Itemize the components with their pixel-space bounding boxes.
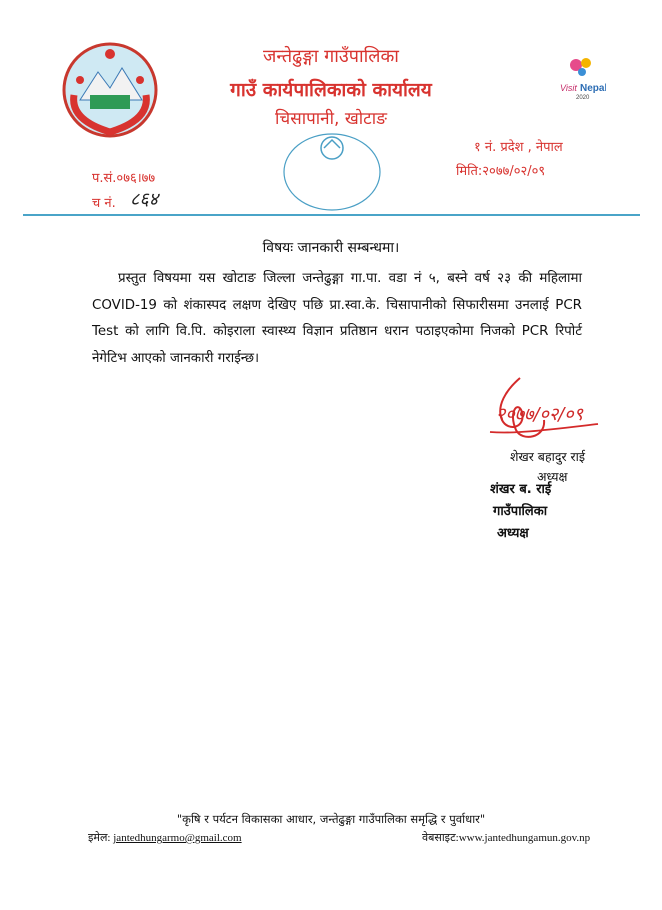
email-link[interactable]: jantedhungarmo@gmail.com [113,832,242,844]
province-text: १ नं. प्रदेश , नेपाल [474,140,563,155]
office-stamp [280,128,384,212]
reference-number: प.सं.०७६।७७ [92,171,156,186]
date-text: मिति:२०७७/०२/०९ [456,164,546,179]
signer-title: अध्यक्ष [537,469,568,484]
office-name: गाउँ कार्यपालिकाको कार्यालय [230,79,432,101]
website-link[interactable]: www.jantedhungamun.gov.np [458,832,591,844]
email-label: इमेल: [88,832,111,844]
footer-slogan: "कृषि र पर्यटन विकासका आधार, जन्तेढुङ्गा गाउँपालिका समृद्धि र पुर्वाधार" [176,812,486,826]
office-location: चिसापानी, खोटाङ [275,109,387,129]
footer-email [88,830,242,845]
svg-text:2020: 2020 [576,95,590,101]
signature-date: २०७७/०२/०९ [496,404,584,425]
signer-name: शेखर बहादुर राई [510,449,586,464]
visit-nepal-logo [558,55,606,101]
seal-name: शंखर ब. राई [490,482,552,497]
svg-text:Visit: Visit [560,83,577,93]
website-label: वेबसाइट: [422,832,459,844]
footer-website [422,830,590,845]
header-divider [23,214,640,216]
letter-body: प्रस्तुत विषयमा यस खोटाङ जिल्ला जन्तेढुङ्गा गा.पा. वडा नं ५, बस्ने वर्ष २३ की महिलामा COVID-19 को शंकास्पद लक्षण देखिए पछि प्रा.स्वा.के. चिसापानीको सिफारीसमा उनलाई PCR Test को लागि वि.पि. कोइराला स्वास्थ्य विज्ञान प्रतिष्ठान धरान पठाइएकोमा निजको PCR रिपोर्ट नेगेटिभ आएको जानकारी गराईन्छ। [92,271,582,366]
nepal-emblem-logo [60,40,160,140]
seal-title: अध्यक्ष [497,526,529,541]
letter-subject: विषयः जानकारी सम्बन्धमा। [262,240,400,256]
svg-text:Nepal: Nepal [580,83,606,94]
municipality-name: जन्तेढुङ्गा गाउँपालिका [263,46,399,67]
seal-office: गाउँपालिका [493,504,548,519]
dispatch-label: च नं. [92,196,116,211]
dispatch-number: ८६४ [130,189,159,210]
